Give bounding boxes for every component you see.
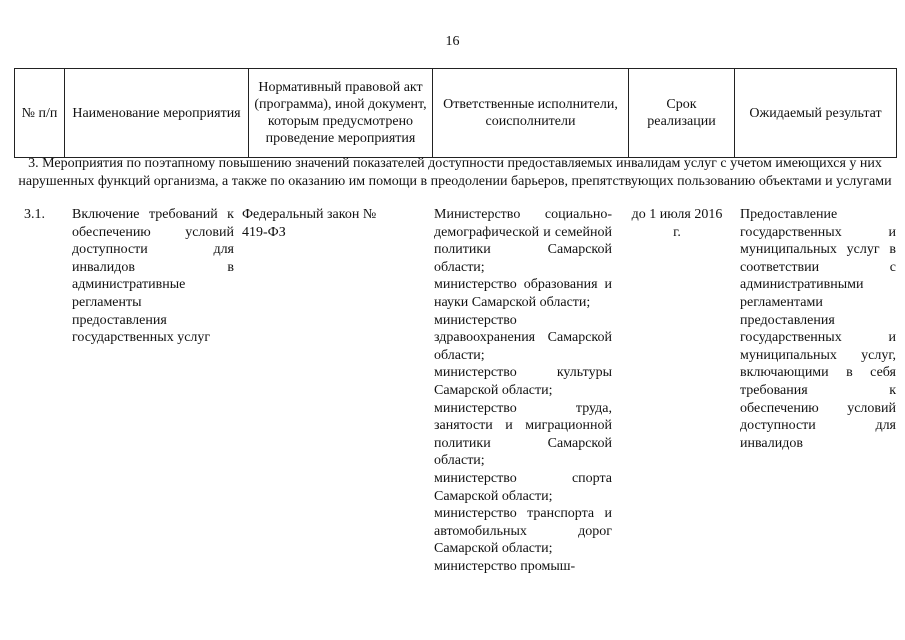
row-term: до 1 июля 2016 г. <box>631 207 723 240</box>
responsible-item: министерство культуры Самарской области; <box>434 365 612 398</box>
header-row <box>15 69 897 158</box>
header-col-number: № п/п <box>15 69 65 158</box>
row-number: 3.1. <box>24 207 45 222</box>
responsible-item: министерство образования и науки Самарской области; <box>434 277 612 310</box>
row-result-text: Предоставление государственных и муниципальных услуг в соответствии с административными регламентами предоставления государственных и муниципальных услуг, включающими в себя требования к обеспечению условий доступности для инвалидов <box>740 207 896 451</box>
responsible-item: министерство промыш- <box>434 558 576 574</box>
header-col-name: Наименование мероприятия <box>65 69 249 158</box>
responsible-item: министерство спорта Самарской области; <box>434 470 612 504</box>
section-title: 3. Мероприятия по поэтапному повышению значений показателей доступности предоставляемых инвалидам услуг с учетом имеющихся у них нарушенных функций организма, а также по оказанию им помощи в преодолении барьеров, препятствующих пользованию объектами и услугами <box>18 156 892 189</box>
page-number: 16 <box>445 34 460 49</box>
header-col-act: Нормативный правовой акт (программа), иной документ, которым предусмотрено проведение мероприятия <box>249 69 433 158</box>
row-result <box>740 206 896 452</box>
header-col-term: Срок реализации <box>629 69 735 158</box>
row-act: Федеральный закон № 419-ФЗ <box>242 207 377 240</box>
row-name <box>72 206 234 347</box>
responsible-item: министерство транспорта и автомобильных дорог Самарской области; <box>434 506 612 557</box>
header-col-result: Ожидаемый результат <box>735 69 897 158</box>
row-name-text: Включение требований к обеспечению условий доступности для инвалидов в административные регламенты предоставления государственных услуг <box>72 207 234 346</box>
responsible-item: министерство труда, занятости и миграционной политики Самарской области; <box>434 400 612 469</box>
responsible-item: Министерство социально-демографической и семейной политики Самарской области; <box>434 207 612 275</box>
header-col-responsible: Ответственные исполнители, соисполнители <box>433 69 629 158</box>
row-responsible <box>434 206 612 575</box>
responsible-item: министерство здравоохранения Самарской области; <box>434 312 612 363</box>
table-header <box>14 68 897 158</box>
